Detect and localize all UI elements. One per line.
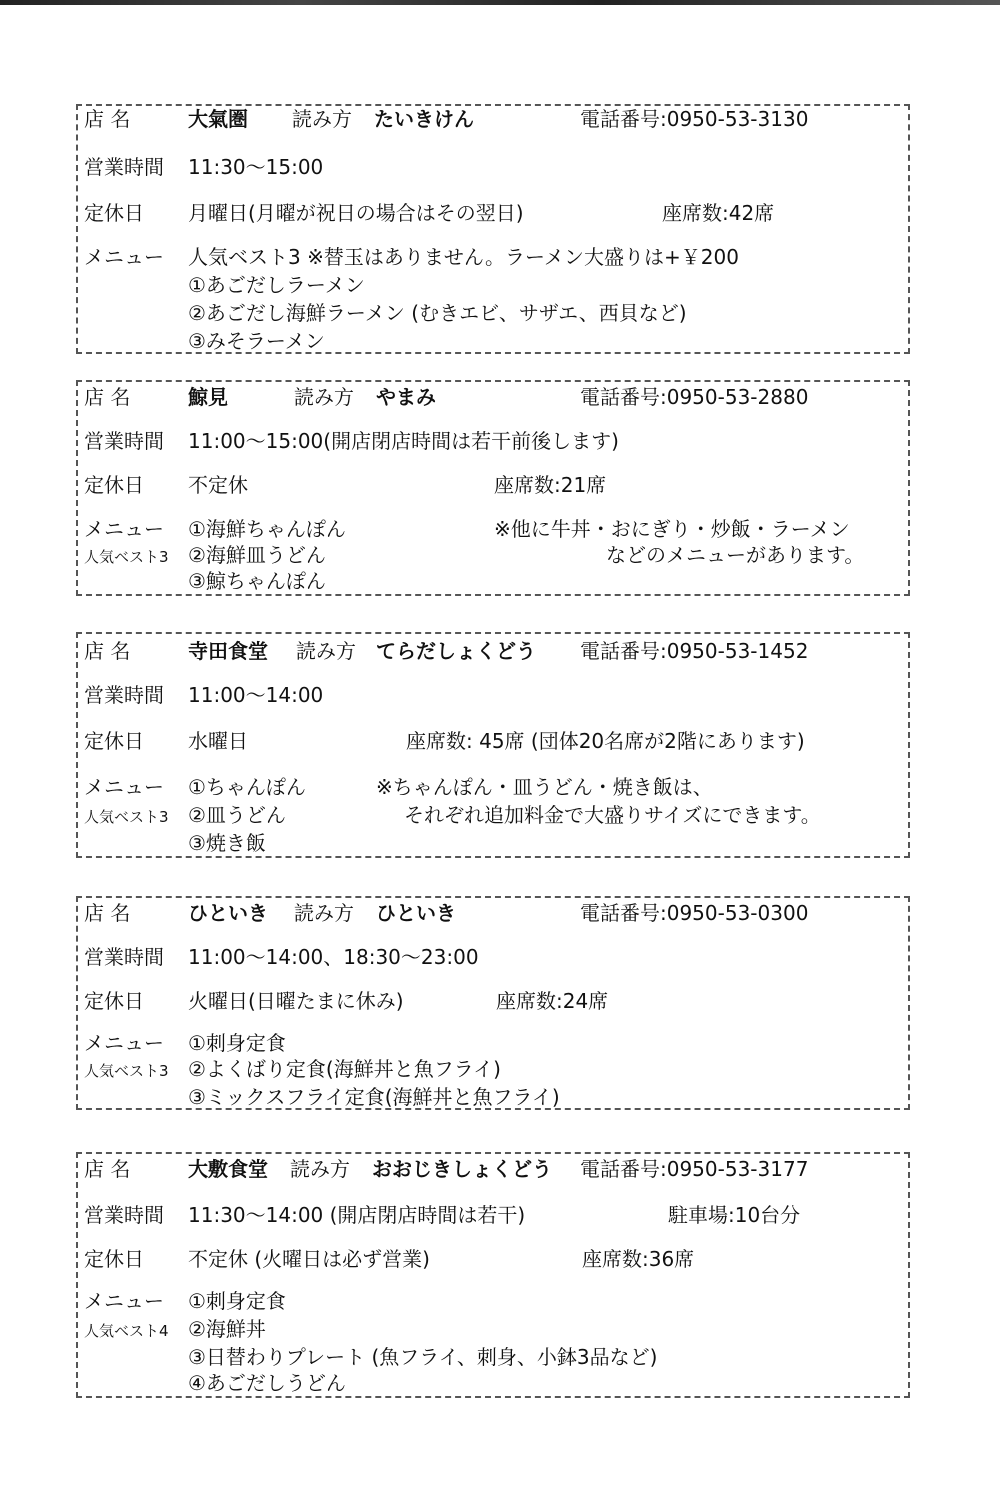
restaurant-card [76, 380, 910, 596]
restaurant-card [76, 632, 910, 858]
menu-item: ②海鮮皿うどん [188, 543, 326, 567]
holiday-value: 不定休 [188, 473, 248, 497]
restaurant-reading: ひといき [376, 901, 456, 925]
menu-item: ④あごだしうどん [188, 1371, 346, 1395]
seats-value: 座席数:36席 [582, 1247, 695, 1271]
phone-number: 電話番号:0950-53-3177 [580, 1157, 809, 1181]
seats-value: 座席数:24席 [496, 989, 609, 1013]
restaurant-reading: たいきけん [374, 107, 474, 131]
holiday-label: 定休日 [84, 989, 144, 1013]
name-label: 店 名 [84, 1157, 131, 1181]
menu-note: などのメニューがあります。 [606, 543, 865, 567]
seats-value: 座席数:21席 [494, 473, 607, 497]
menu-item: ①刺身定食 [188, 1031, 286, 1055]
phone-number: 電話番号:0950-53-0300 [580, 901, 809, 925]
name-label: 店 名 [84, 385, 131, 409]
menu-sublabel: 人気ベスト3 [84, 548, 169, 566]
menu-item: ③焼き飯 [188, 831, 266, 855]
holiday-value: 不定休 (火曜日は必ず営業) [188, 1247, 430, 1271]
menu-item: ①ちゃんぽん [188, 775, 306, 799]
menu-item: ①あごだしラーメン [188, 273, 365, 297]
reading-label: 読み方 [294, 901, 354, 925]
menu-item: ③鯨ちゃんぽん [188, 569, 326, 593]
reading-label: 読み方 [290, 1157, 350, 1181]
menu-item: ②あごだし海鮮ラーメン (むきエビ、サザエ、西貝など) [188, 301, 687, 325]
menu-item: ①刺身定食 [188, 1289, 286, 1313]
holiday-label: 定休日 [84, 729, 144, 753]
holiday-label: 定休日 [84, 1247, 144, 1271]
name-label: 店 名 [84, 639, 131, 663]
menu-label: メニュー [84, 1031, 164, 1055]
menu-item: ③日替わりプレート (魚フライ、刺身、小鉢3品など) [188, 1345, 658, 1369]
restaurant-name: 鯨見 [188, 385, 228, 409]
phone-number: 電話番号:0950-53-2880 [580, 385, 809, 409]
menu-note: ※他に牛丼・おにぎり・炒飯・ラーメン [494, 517, 850, 541]
name-label: 店 名 [84, 107, 131, 131]
hours-label: 営業時間 [84, 683, 164, 707]
reading-label: 読み方 [296, 639, 356, 663]
menu-note: それぞれ追加料金で大盛りサイズにできます。 [404, 803, 821, 827]
hours-value: 11:30～14:00 (開店閉店時間は若干) [188, 1203, 526, 1227]
menu-item: ②海鮮丼 [188, 1317, 266, 1341]
hours-value: 11:00～15:00(開店閉店時間は若干前後します) [188, 429, 619, 453]
holiday-label: 定休日 [84, 473, 144, 497]
menu-label: メニュー [84, 775, 164, 799]
restaurant-card [76, 896, 910, 1110]
hours-label: 営業時間 [84, 945, 164, 969]
holiday-label: 定休日 [84, 201, 144, 225]
restaurant-name: ひといき [188, 901, 268, 925]
menu-item: ③みそラーメン [188, 329, 325, 353]
seats-value: 座席数:42席 [662, 201, 775, 225]
phone-number: 電話番号:0950-53-1452 [580, 639, 809, 663]
phone-number: 電話番号:0950-53-3130 [580, 107, 809, 131]
restaurant-reading: やまみ [376, 385, 436, 409]
menu-label: メニュー [84, 517, 164, 541]
menu-sublabel: 人気ベスト3 [84, 808, 169, 826]
hours-label: 営業時間 [84, 1203, 164, 1227]
menu-heading: 人気ベスト3 ※替玉はありません。ラーメン大盛りは+￥200 [188, 245, 739, 269]
reading-label: 読み方 [294, 385, 354, 409]
parking-value: 駐車場:10台分 [668, 1203, 801, 1227]
menu-item: ②皿うどん [188, 803, 286, 827]
restaurant-name: 大敷食堂 [188, 1157, 268, 1181]
menu-item: ①海鮮ちゃんぽん [188, 517, 346, 541]
menu-note: ※ちゃんぽん・皿うどん・焼き飯は、 [376, 775, 713, 799]
restaurant-reading: てらだしょくどう [376, 639, 536, 663]
scan-edge [0, 0, 1000, 5]
hours-label: 営業時間 [84, 155, 164, 179]
holiday-value: 火曜日(日曜たまに休み) [188, 989, 404, 1013]
hours-label: 営業時間 [84, 429, 164, 453]
menu-label: メニュー [84, 1289, 164, 1313]
menu-sublabel: 人気ベスト4 [84, 1322, 169, 1340]
hours-value: 11:30～15:00 [188, 155, 324, 179]
menu-item: ②よくばり定食(海鮮丼と魚フライ) [188, 1057, 501, 1081]
menu-label: メニュー [84, 245, 164, 269]
restaurant-name: 大氣圏 [188, 107, 248, 131]
menu-item: ③ミックスフライ定食(海鮮丼と魚フライ) [188, 1085, 560, 1109]
menu-sublabel: 人気ベスト3 [84, 1062, 169, 1080]
restaurant-card [76, 1152, 910, 1398]
holiday-value: 水曜日 [188, 729, 248, 753]
restaurant-card [76, 104, 910, 354]
restaurant-name: 寺田食堂 [188, 639, 268, 663]
hours-value: 11:00～14:00 [188, 683, 324, 707]
seats-value: 座席数: 45席 (団体20名席が2階にあります) [406, 729, 805, 753]
holiday-value: 月曜日(月曜が祝日の場合はその翌日) [188, 201, 524, 225]
restaurant-reading: おおじきしょくどう [372, 1157, 552, 1181]
name-label: 店 名 [84, 901, 131, 925]
reading-label: 読み方 [292, 107, 352, 131]
hours-value: 11:00～14:00、18:30～23:00 [188, 945, 479, 969]
